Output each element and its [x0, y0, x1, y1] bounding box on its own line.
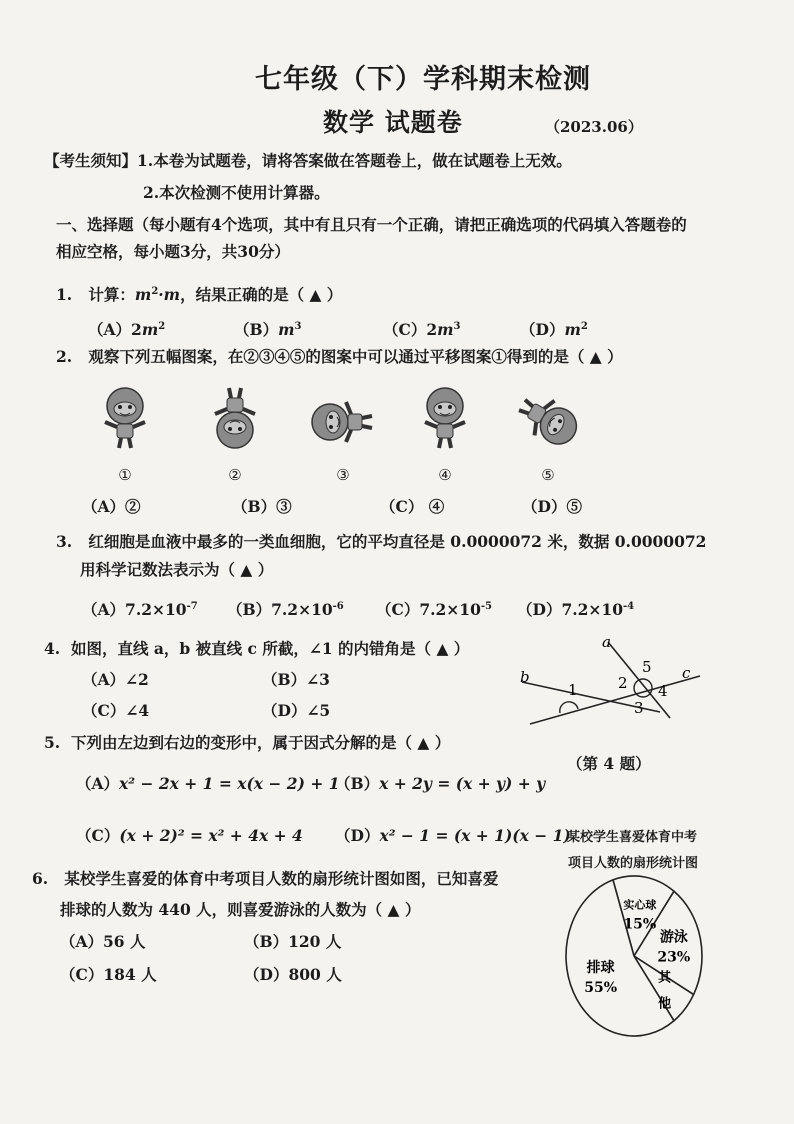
q2-option-a: （A）②: [82, 497, 141, 516]
question-stem: 下列由左边到右边的变形中，属于因式分解的是（ ▲ ）: [70, 733, 451, 752]
figure-caption-4: ④: [438, 466, 452, 484]
figure-3: [312, 402, 372, 442]
question-stem: 观察下列五幅图案，在②③④⑤的图案中可以通过平移图案①得到的是（ ▲ ）: [88, 347, 623, 366]
angle-marker: [634, 679, 652, 697]
question-stem: ，结果正确的是（ ▲ ）: [180, 285, 343, 304]
question-number: 2.: [56, 347, 73, 366]
q5-option-c: （C）(x + 2)² = x² + 4x + 4: [76, 826, 303, 845]
label-1: 1: [568, 681, 578, 699]
question-number: 5.: [44, 733, 61, 752]
figure-caption-2: ②: [228, 466, 242, 484]
label-c: c: [682, 664, 691, 682]
question-6: [32, 867, 498, 889]
q6-option-c: （C）184 人: [60, 965, 157, 984]
q6-option-a: （A）56 人: [60, 932, 146, 951]
label-4: 4: [658, 682, 668, 700]
figure-5: [512, 388, 584, 453]
question-3-line-2: 用科学记数法表示为（ ▲ ）: [80, 560, 274, 579]
q4-option-c: （C）∠4: [82, 701, 150, 720]
pie-label: 游泳: [659, 929, 688, 946]
figure-4: [425, 388, 465, 448]
section-1-line-1: 一、选择题（每小题有4个选项，其中有且只有一个正确，请把正确选项的代码填入答题卷的: [56, 215, 687, 234]
label-5: 5: [642, 658, 652, 676]
line-c: [530, 676, 700, 724]
q2-option-c: （C） ④: [380, 497, 445, 516]
pie-chart: [558, 872, 718, 1042]
pie-value-label: 55%: [584, 979, 618, 996]
q4-option-a: （A）∠2: [82, 670, 149, 689]
q4-option-b: （B）∠3: [262, 670, 330, 689]
question-1: [56, 283, 342, 305]
q3-option-d: $(D)7.2\times 10^{-4}$: [517, 600, 635, 619]
question-number: 1.: [56, 285, 73, 304]
pie-label: 他: [658, 996, 672, 1012]
notice: [44, 149, 572, 171]
figure-caption-3: ③: [336, 466, 350, 484]
question-stem: 如图，直线 a，b 被直线 c 所截，∠1 的内错角是（ ▲ ）: [70, 639, 470, 658]
section-1-line-2: 相应空格，每小题3分，共30分）: [56, 242, 290, 261]
question-3: [56, 530, 706, 552]
figure-caption-5: ⑤: [541, 466, 555, 484]
exam-title: 七年级（下）学科期末检测: [255, 64, 591, 95]
q5-option-a: （A）x² − 2x + 1 = x(x − 2) + 1: [76, 774, 340, 793]
q4-option-d: （D）∠5: [262, 701, 331, 720]
q3-option-b: $(B)7.2\times 10^{-6}$: [227, 600, 344, 619]
question-number: 4.: [44, 639, 61, 658]
pie-label: 排球: [586, 959, 615, 976]
q5-option-d: （D）x² − 1 = (x + 1)(x − 1): [335, 826, 571, 845]
q4-figure: [510, 630, 710, 745]
q5-option-b: （B）x + 2y = (x + y) + y: [335, 774, 546, 793]
question-number: 3.: [56, 532, 73, 551]
exam-subtitle: 数学 试题卷: [323, 108, 463, 137]
math-expr: m: [134, 285, 152, 304]
q6-option-d: （D）800 人: [244, 965, 342, 984]
pie-label: 实心球: [623, 898, 657, 912]
pie-label: 其: [658, 970, 672, 986]
notice-item-1: 1.本卷为试题卷，请将答案做在答题卷上，做在试题卷上无效。: [137, 151, 572, 170]
notice-label: 【考生须知】: [44, 151, 138, 170]
question-stem: 计算：: [88, 285, 135, 304]
label-3: 3: [634, 699, 644, 717]
label-b: b: [520, 668, 530, 686]
q1-option-b: $(B)m^3$: [234, 320, 302, 339]
q6-option-b: （B）120 人: [244, 932, 342, 951]
pie-value-label: 23%: [657, 949, 691, 966]
pie-value-label: 15%: [623, 916, 657, 933]
question-4: [44, 637, 469, 659]
figure-caption-1: ①: [118, 466, 132, 484]
question-number: 6.: [32, 869, 49, 888]
q2-option-d: （D）⑤: [522, 497, 582, 516]
q3-option-c: $(C)7.2\times 10^{-5}$: [376, 600, 492, 619]
q2-option-b: （B）③: [232, 497, 292, 516]
figure-1: [105, 388, 145, 448]
q4-figure-caption: （第 4 题）: [567, 754, 651, 773]
chart-title-line-1: 某校学生喜爱体育中考: [567, 830, 698, 845]
math-expr: ·m: [158, 285, 181, 304]
chart-title-line-2: 项目人数的扇形统计图: [568, 856, 699, 871]
label-2: 2: [618, 674, 628, 692]
question-stem: 某校学生喜爱的体育中考项目人数的扇形统计图如图，已知喜爱: [64, 869, 499, 888]
question-6-line-2: 排球的人数为 440 人，则喜爱游泳的人数为（ ▲ ）: [60, 900, 421, 919]
q2-figures: [90, 380, 630, 455]
label-a: a: [602, 633, 611, 651]
notice-item-2: 2.本次检测不使用计算器。: [143, 183, 330, 202]
q1-option-c: $(C)2m^3$: [383, 320, 461, 339]
question-stem: 红细胞是血液中最多的一类血细胞，它的平均直径是 0.0000072 米，数据 0.0000072: [88, 532, 707, 551]
exam-date: （2023.06）: [545, 118, 643, 136]
q1-option-a: $(A)2m^2$: [88, 320, 166, 339]
exponent: 2: [151, 285, 159, 297]
question-2: [56, 345, 623, 367]
question-5: [44, 731, 450, 753]
figure-2: [215, 388, 255, 448]
q1-option-d: $(D)m^2$: [520, 320, 588, 339]
q3-option-a: $(A)7.2\times 10^{-7}$: [82, 600, 198, 619]
